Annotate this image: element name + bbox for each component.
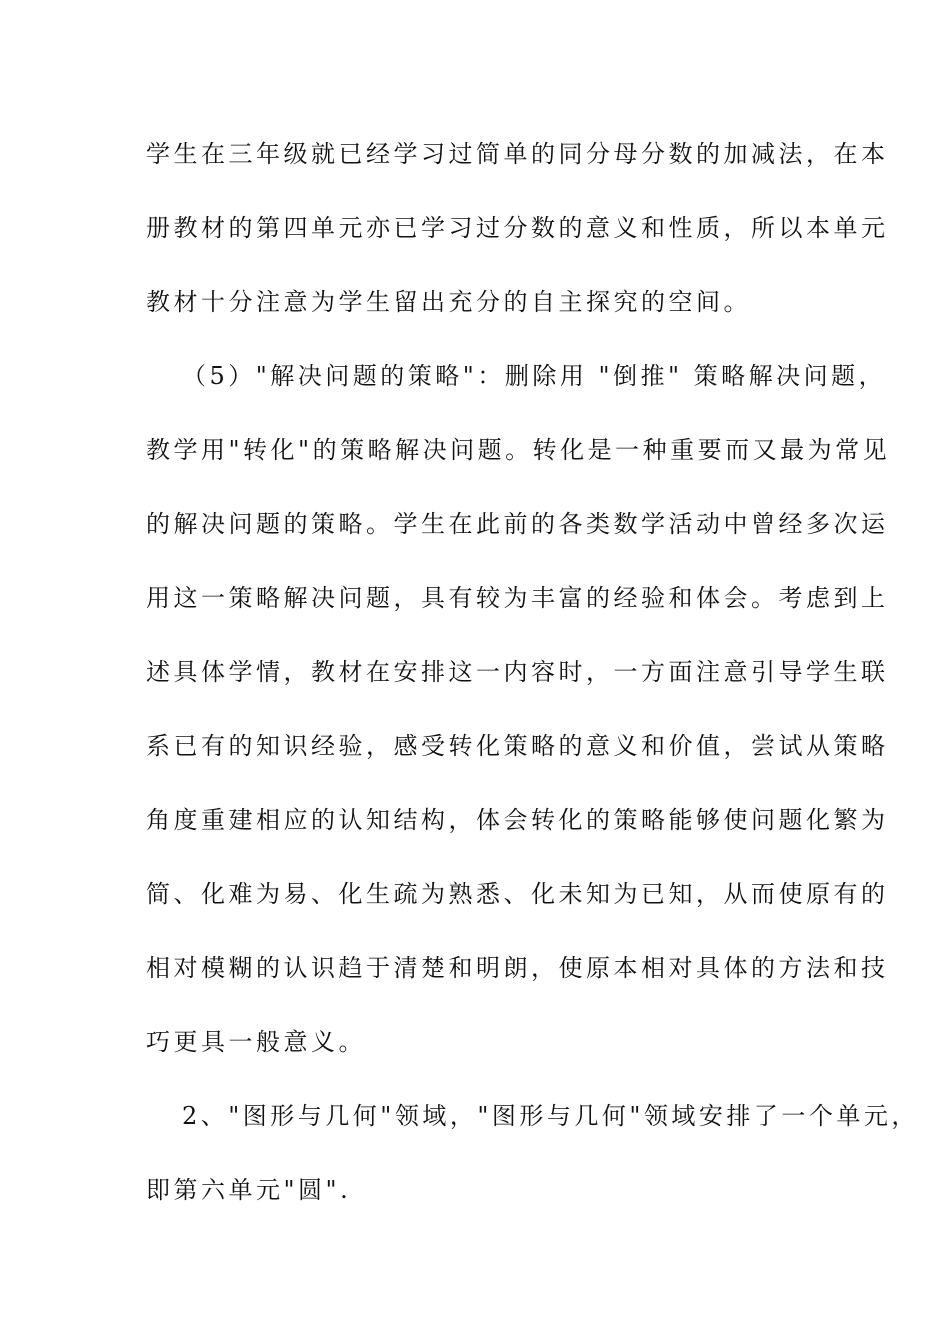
text-line: 系已有的知识经验，感受转化策略的意义和价值，尝试从策略 — [146, 732, 889, 760]
text-line: （5）"解决问题的策略"：删除用 "倒推" 策略解决问题， — [182, 362, 887, 390]
text-line: 册教材的第四单元亦已学习过分数的意义和性质，所以本单元 — [146, 214, 889, 242]
text-line: 简、化难为易、化生疏为熟悉、化未知为已知，从而使原有的 — [146, 880, 889, 908]
text-line: 用这一策略解决问题，具有较为丰富的经验和体会。考虑到上 — [146, 584, 889, 612]
text-line: 角度重建相应的认知结构，体会转化的策略能够使问题化繁为 — [146, 806, 889, 834]
text-line: 学生在三年级就已经学习过简单的同分母分数的加减法，在本 — [146, 140, 889, 168]
text-line: 教学用"转化"的策略解决问题。转化是一种重要而又最为常见 — [146, 436, 891, 464]
text-line: 述具体学情，教材在安排这一内容时，一方面注意引导学生联 — [146, 658, 889, 686]
text-line: 的解决问题的策略。学生在此前的各类数学活动中曾经多次运 — [146, 510, 889, 538]
text-line: 即第六单元"圆". — [146, 1176, 352, 1204]
text-line: 巧更具一般意义。 — [146, 1028, 366, 1056]
text-line: 相对模糊的认识趋于清楚和明朗，使原本相对具体的方法和技 — [146, 954, 889, 982]
text-line: 2、"图形与几何"领域，"图形与几何"领域安排了一个单元， — [182, 1102, 919, 1130]
text-line: 教材十分注意为学生留出充分的自主探究的空间。 — [146, 288, 751, 316]
